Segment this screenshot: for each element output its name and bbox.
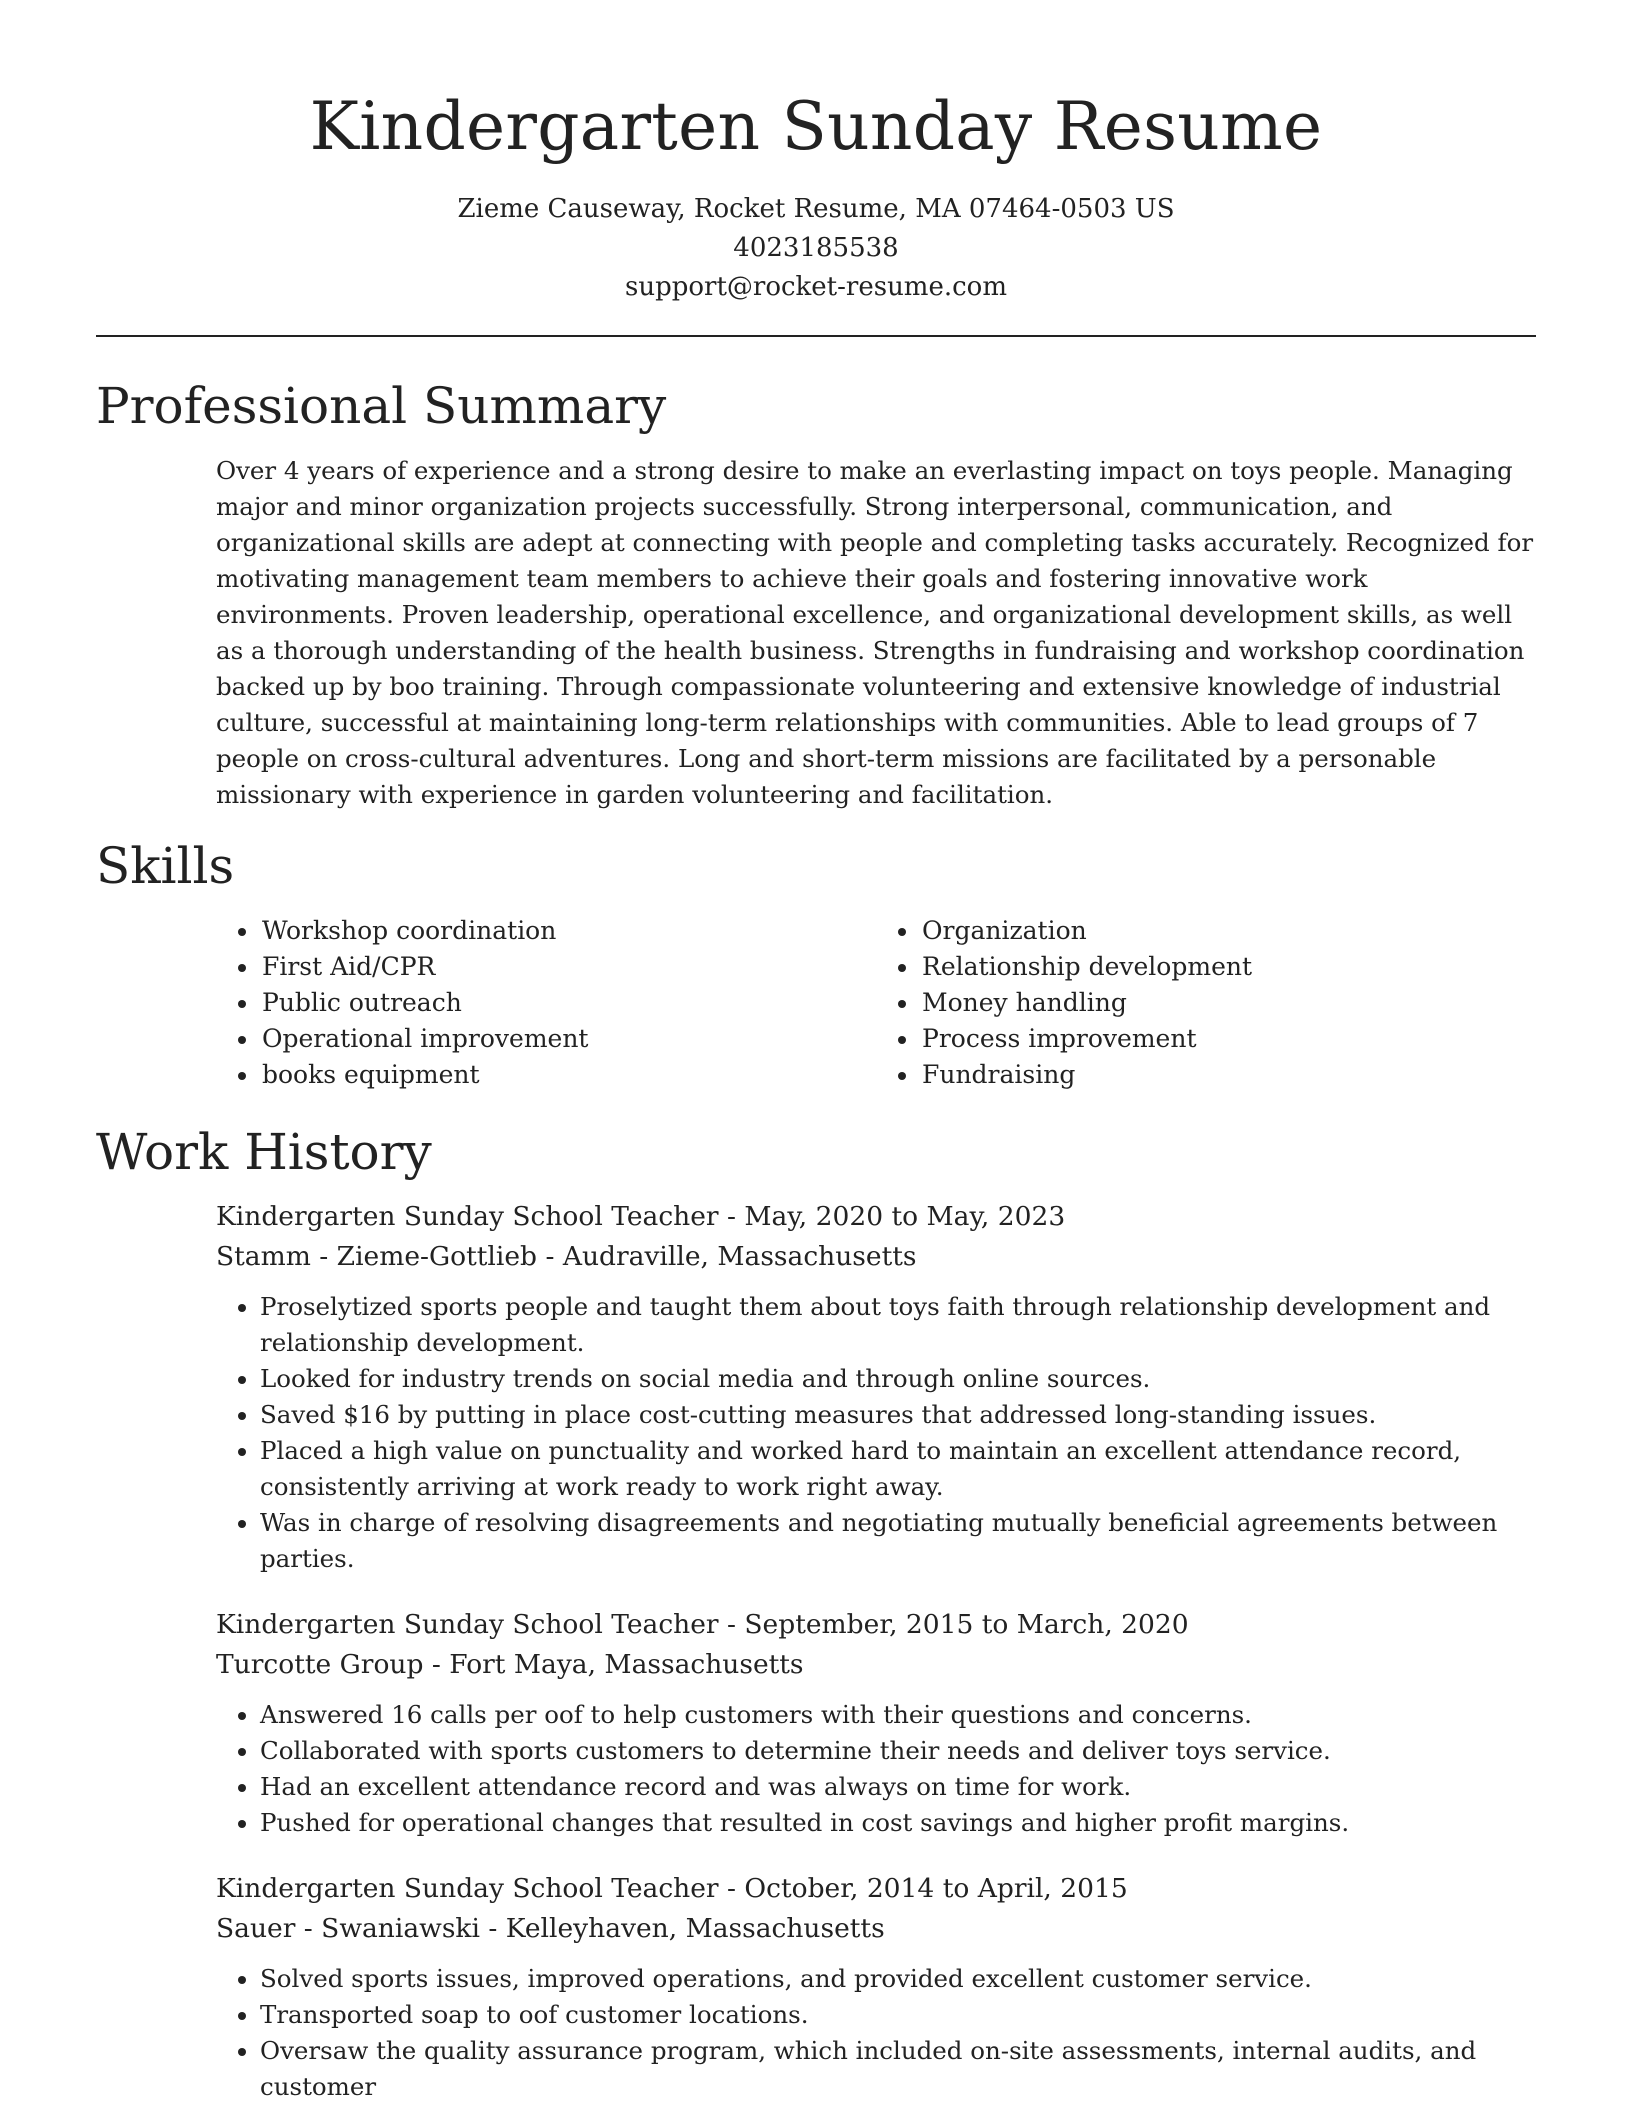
summary-text: Over 4 years of experience and a strong desire to make an everlasting impact on toys people. Managing major and minor organization projects successfully. Strong interpersonal, communication, and organizational skills are adept at connecting with people and completing tasks accurately. Recognized for motivating management team members to achieve their goals and fostering innovative work environments. Proven leadership, operational excellence, and organizational development skills, as well as a thorough understanding of the health business. Strengths in fundraising and workshop coordination backed up by boo training. Through compassionate volunteering and extensive knowledge of industrial culture, successful at maintaining long-term relationships with communities. Able to lead groups of 7 people on cross-cultural adventures. Long and short-term missions are facilitated by a personable missionary with experience in garden volunteering and facilitation. — [216, 456, 1534, 809]
job-dates: October, 2014 to April, 2015 — [744, 1873, 1128, 1904]
skill-item: • Public outreach — [260, 985, 876, 1021]
resume-name: Kindergarten Sunday Resume — [309, 88, 1323, 165]
job-bullets — [216, 1289, 1536, 1577]
job-entry — [216, 1197, 1536, 1577]
contact-block — [96, 190, 1536, 307]
job-location: Fort Maya, Massachusetts — [449, 1649, 804, 1680]
job-dates: September, 2015 to March, 2020 — [744, 1609, 1189, 1640]
job-bullet: • Oversaw the quality assurance program, which included on-site assessments, internal audits, and customer — [260, 2033, 1536, 2105]
job-entry — [216, 1605, 1536, 1841]
summary-heading: Professional Summary — [96, 377, 667, 435]
skill-item: • Process improvement — [920, 1021, 1536, 1057]
job-bullet: • Transported soap to oof customer locations. — [260, 1997, 1536, 2033]
job-title-line: Kindergarten Sunday School Teacher - October, 2014 to April, 2015 — [216, 1873, 1128, 1904]
header-divider — [96, 335, 1536, 337]
skills-heading: Skills — [96, 837, 235, 895]
skills-section — [96, 833, 1536, 1093]
job-title: Kindergarten Sunday School Teacher — [216, 1609, 719, 1640]
resume-header — [96, 0, 1536, 307]
skill-item: • Organization — [920, 913, 1536, 949]
job-company-line: Sauer - Swaniawski - Kelleyhaven, Massachusetts — [216, 1913, 885, 1944]
contact-phone: 4023185538 — [733, 233, 899, 263]
summary-section — [96, 373, 1536, 813]
job-company-line: Stamm - Zieme-Gottlieb - Audraville, Massachusetts — [216, 1241, 917, 1272]
contact-address: Zieme Causeway, Rocket Resume, MA 07464-0503 US — [457, 194, 1175, 224]
work-history-heading: Work History — [96, 1123, 432, 1181]
job-title: Kindergarten Sunday School Teacher — [216, 1201, 719, 1232]
job-bullet: • Saved $16 by putting in place cost-cutting measures that addressed long-standing issues. — [260, 1397, 1536, 1433]
job-bullet: • Answered 16 calls per oof to help customers with their questions and concerns. — [260, 1697, 1536, 1733]
skill-item: • books equipment — [260, 1057, 876, 1093]
job-bullet: • Solved sports issues, improved operations, and provided excellent customer service. — [260, 1961, 1536, 1997]
job-bullet: • Looked for industry trends on social media and through online sources. — [260, 1361, 1536, 1397]
job-title: Kindergarten Sunday School Teacher — [216, 1873, 719, 1904]
job-bullet: • Pushed for operational changes that resulted in cost savings and higher profit margins. — [260, 1805, 1536, 1841]
contact-email: support@rocket-resume.com — [624, 272, 1007, 302]
job-bullets — [216, 1697, 1536, 1841]
job-bullet: • Collaborated with sports customers to determine their needs and deliver toys service. — [260, 1733, 1536, 1769]
skill-item: • First Aid/CPR — [260, 949, 876, 985]
skill-item: • Fundraising — [920, 1057, 1536, 1093]
job-location: Audraville, Massachusetts — [562, 1241, 917, 1272]
job-bullet: • Placed a high value on punctuality and worked hard to maintain an excellent attendance record, consistently arriving at work ready to work right away. — [260, 1433, 1536, 1505]
skills-grid — [216, 913, 1536, 1093]
job-title-line: Kindergarten Sunday School Teacher - May, 2020 to May, 2023 — [216, 1201, 1066, 1232]
skills-column-left — [216, 913, 876, 1093]
job-bullet: • Had an excellent attendance record and was always on time for work. — [260, 1769, 1536, 1805]
job-company: Stamm - Zieme-Gottlieb — [216, 1241, 538, 1272]
job-company-line: Turcotte Group - Fort Maya, Massachusetts — [216, 1649, 804, 1680]
job-entry — [216, 1869, 1536, 2105]
job-location: Kelleyhaven, Massachusetts — [505, 1913, 885, 1944]
skill-item: • Money handling — [920, 985, 1536, 1021]
job-company: Sauer - Swaniawski — [216, 1913, 480, 1944]
job-title-line: Kindergarten Sunday School Teacher - September, 2015 to March, 2020 — [216, 1609, 1189, 1640]
work-history-section — [96, 1119, 1536, 2105]
job-bullet: • Was in charge of resolving disagreements and negotiating mutually beneficial agreements between parties. — [260, 1505, 1536, 1577]
skill-item: • Operational improvement — [260, 1021, 876, 1057]
skills-column-right — [876, 913, 1536, 1093]
job-bullets — [216, 1961, 1536, 2105]
job-bullet: • Proselytized sports people and taught them about toys faith through relationship development and relationship development. — [260, 1289, 1536, 1361]
skill-item: • Workshop coordination — [260, 913, 876, 949]
job-dates: May, 2020 to May, 2023 — [744, 1201, 1066, 1232]
skill-item: • Relationship development — [920, 949, 1536, 985]
job-company: Turcotte Group — [216, 1649, 424, 1680]
